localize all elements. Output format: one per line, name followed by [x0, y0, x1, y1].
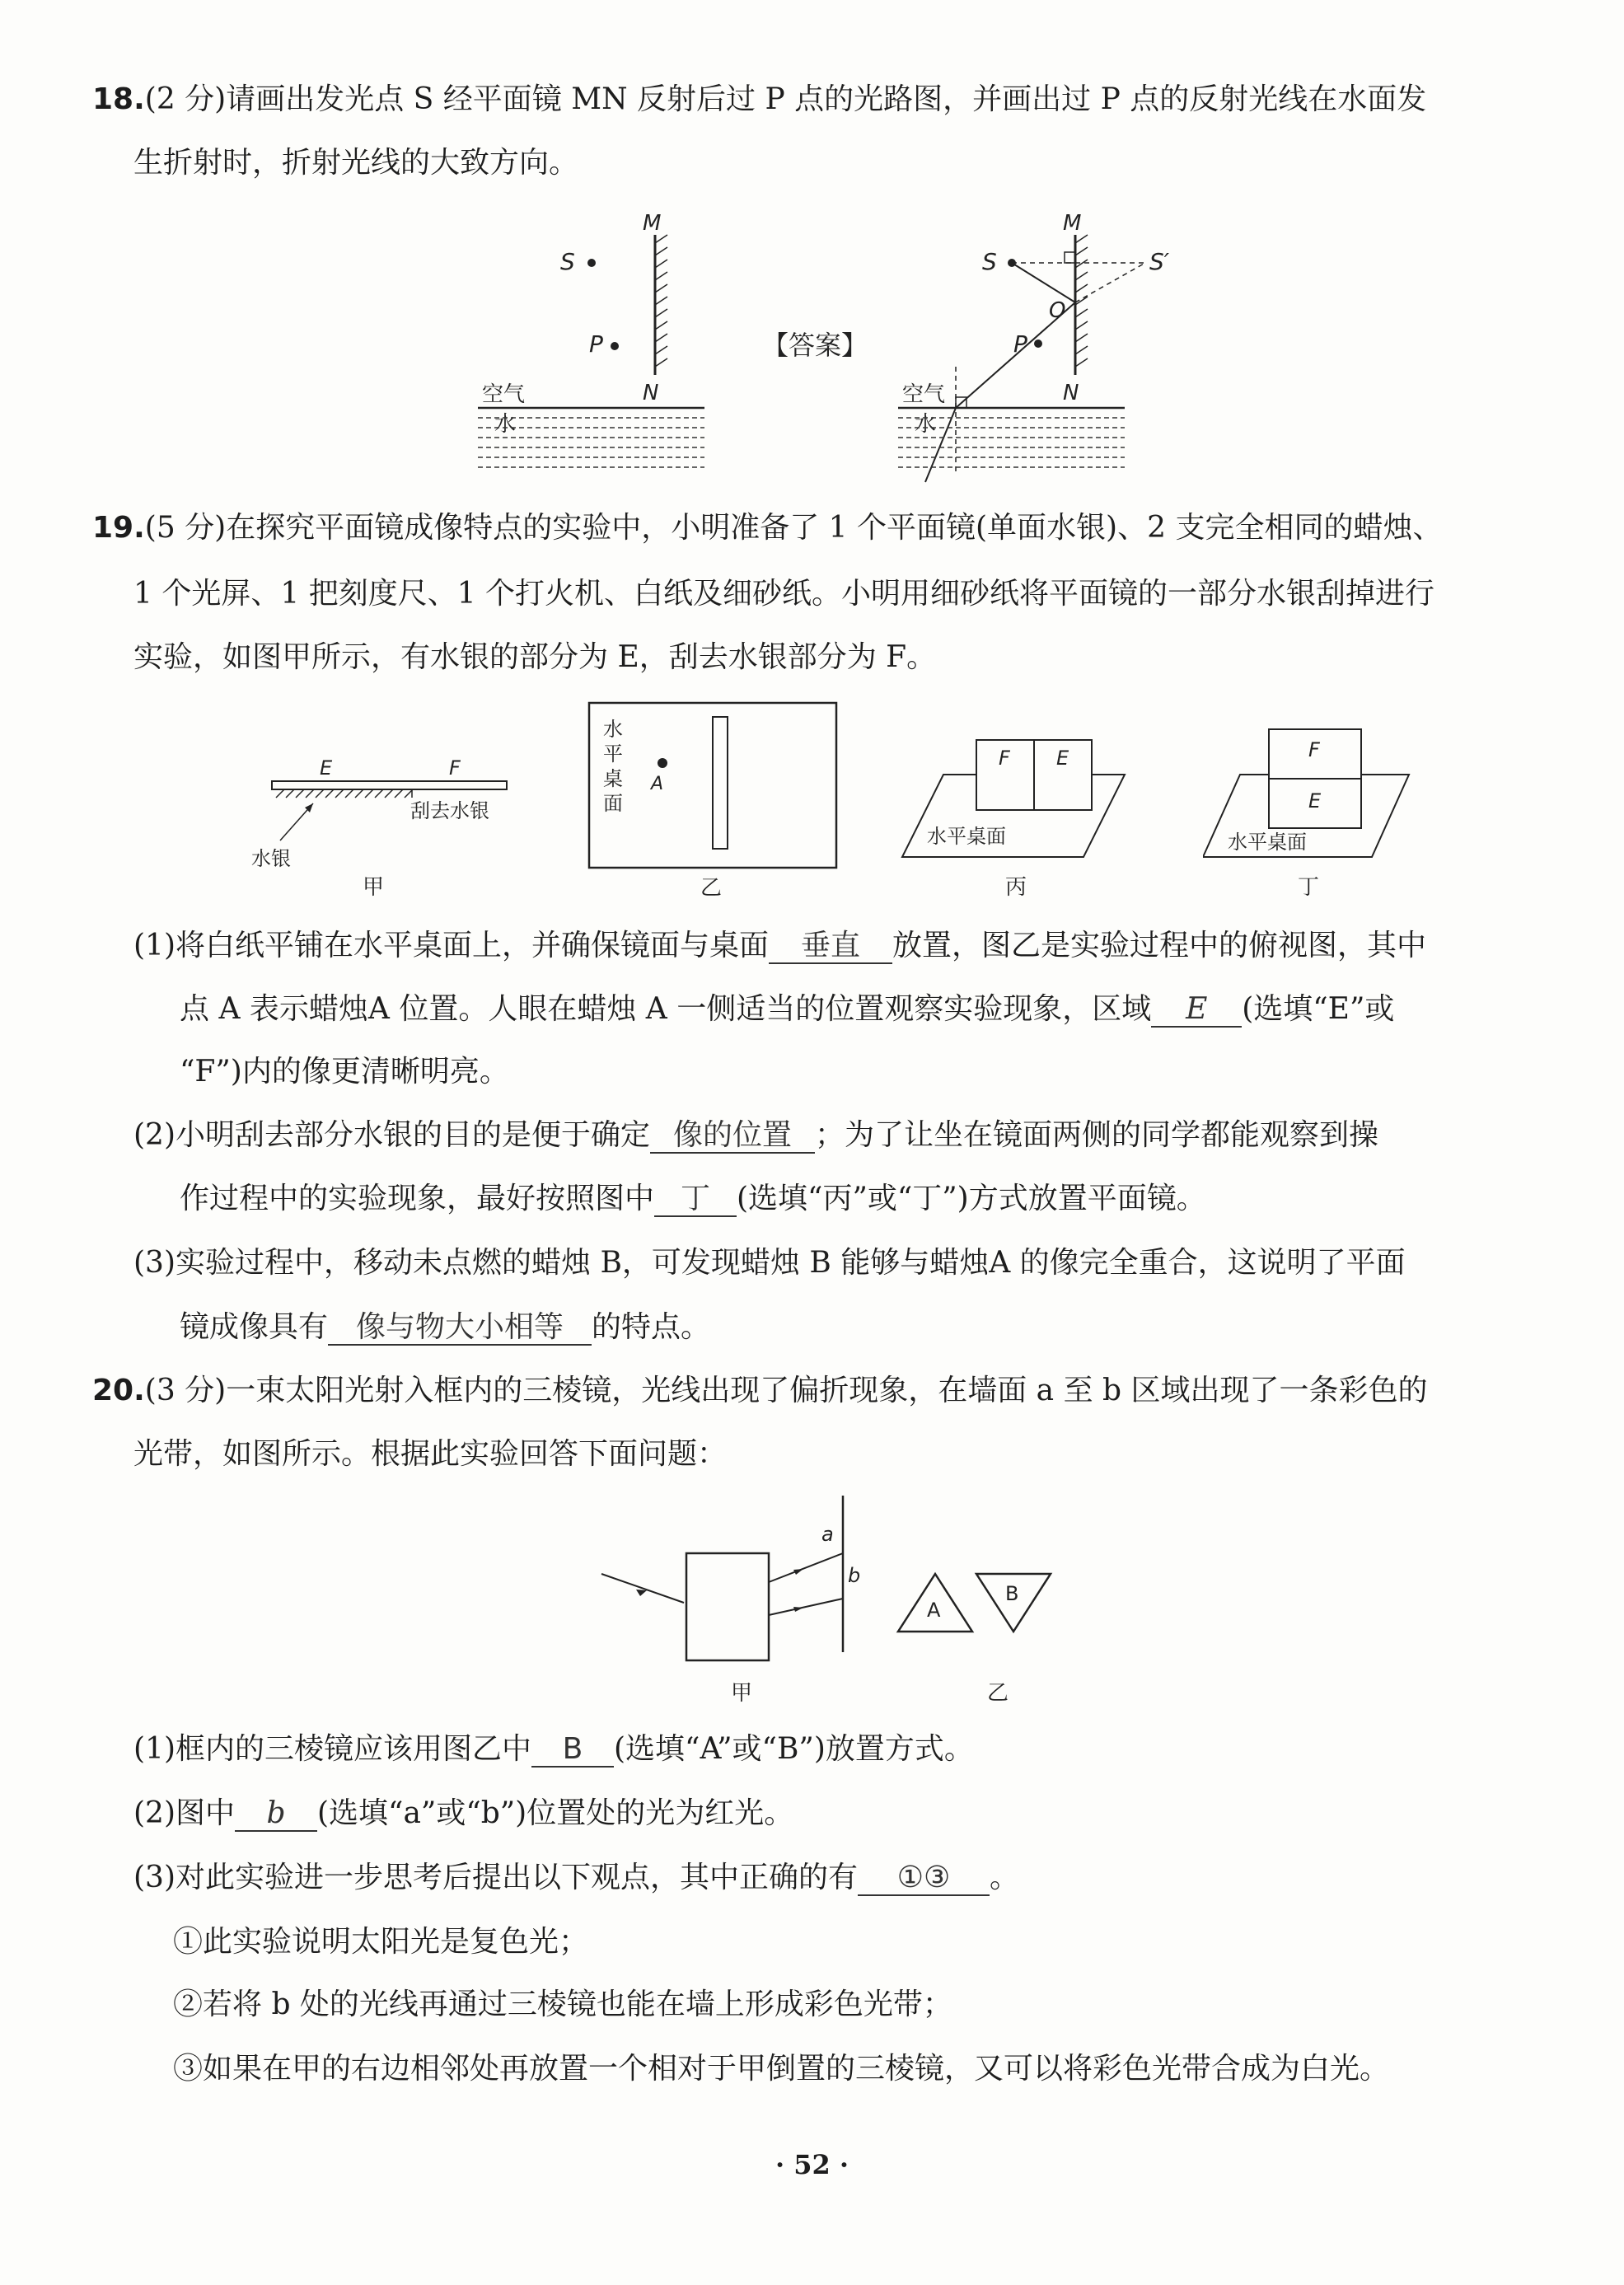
- jia-label-f: F: [449, 756, 461, 780]
- label-a: a: [821, 1523, 834, 1546]
- q19-blank-region: E: [1151, 993, 1242, 1028]
- ans-label-s-prime: S′: [1149, 248, 1170, 275]
- q20-blank-correct: ①③: [858, 1861, 990, 1896]
- ans-point-p: [1034, 339, 1042, 348]
- q20-p1-line: [133, 1730, 1624, 1768]
- bing-desk-label: 水平桌面: [927, 825, 1006, 848]
- ans-label-water: 水: [915, 412, 937, 437]
- q20-option-1: ①此实验说明太阳光是复色光；: [173, 1925, 589, 1959]
- yi-caption: 乙: [700, 876, 723, 901]
- bing-caption: 丙: [1005, 875, 1027, 900]
- label-m: M: [643, 211, 662, 236]
- prism-box: [686, 1553, 769, 1660]
- page-number: · 52 ·: [775, 2149, 849, 2180]
- ding-caption: 丁: [1298, 875, 1320, 900]
- ans-label-n: N: [1063, 381, 1079, 405]
- jia-label-e: E: [320, 756, 333, 780]
- ding-label-e: E: [1308, 789, 1322, 812]
- q19-fig-jia: [247, 742, 519, 906]
- q19-p2-line1: [133, 1117, 1624, 1154]
- q20-p2-text-b: (选填“a”或“b”)位置处的光为红光。: [317, 1796, 794, 1830]
- q20-blank-prism: B: [531, 1733, 614, 1768]
- q20-text1: (3 分)一束太阳光射入框内的三棱镜，光线出现了偏折现象，在墙面 a 至 b 区域出现了一条彩色的: [144, 1374, 1428, 1407]
- ray-a: [769, 1553, 843, 1582]
- q19-text1: (5 分)在探究平面镜成像特点的实验中，小明准备了 1 个平面镜(单面水银)、2 支完全相同的蜡烛、: [144, 511, 1443, 545]
- ans-label-s: S: [982, 248, 997, 275]
- yi-point-a: [658, 758, 667, 768]
- yi-mirror: [713, 717, 728, 849]
- bing-label-e: E: [1056, 747, 1069, 770]
- q20-number: 20.: [92, 1374, 145, 1407]
- q19-p1-text-b: 放置，图乙是实验过程中的俯视图，其中: [892, 929, 1427, 962]
- bing-label-f: F: [999, 747, 1010, 770]
- q20-line1: [92, 1372, 1624, 1410]
- ray-b: [769, 1599, 843, 1615]
- q19-p2-line2: [180, 1180, 1624, 1218]
- q19-p2-text-d: (选填“丙”或“丁”)方式放置平面镜。: [737, 1182, 1206, 1215]
- q18-line2: 生折射时，折射光线的大致方向。: [133, 146, 579, 180]
- q20-line2: 光带，如图所示。根据此实验回答下面问题：: [133, 1437, 728, 1471]
- jia-mercury-hatch: [276, 789, 413, 798]
- q19-fig-ding: [1203, 725, 1417, 906]
- q19-p2-text-b: ；为了让坐在镜面两侧的同学都能观察到操: [815, 1118, 1379, 1152]
- q18-number: 18.: [92, 82, 145, 116]
- q19-number: 19.: [92, 511, 145, 545]
- q20-blank-red: b: [235, 1797, 317, 1832]
- q20-caption-yi: 乙: [987, 1681, 1009, 1706]
- label-air: 空气: [482, 382, 526, 407]
- q19-p1-text-c: 点 A 表示蜡烛A 位置。人眼在蜡烛 A 一侧适当的位置观察实验现象，区域: [180, 992, 1152, 1026]
- q19-p3-text-b: 镜成像具有: [180, 1310, 329, 1344]
- q19-p3-line2: [180, 1309, 1624, 1346]
- q20-figure: [597, 1491, 1059, 1714]
- q19-p1-text-a: (1)将白纸平铺在水平桌面上，并确保镜面与桌面: [133, 929, 769, 962]
- mirror-hatch: [655, 235, 667, 367]
- q19-blank-image-position: 像的位置: [650, 1119, 815, 1154]
- prism-a-label: A: [927, 1599, 941, 1622]
- q19-p3-line1: (3)实验过程中，移动未点燃的蜡烛 B，可发现蜡烛 B 能够与蜡烛A 的像完全重合，这说明了平面: [133, 1246, 1406, 1280]
- jia-mirror: [272, 781, 507, 789]
- q19-p1-line2: [180, 990, 1624, 1028]
- ding-desk-label: 水平桌面: [1228, 831, 1307, 854]
- q20-p3-text-a: (3)对此实验进一步思考后提出以下观点，其中正确的有: [133, 1861, 858, 1894]
- yi-label-a: A: [651, 774, 664, 794]
- label-p: P: [589, 330, 603, 358]
- q20-p2-line: [133, 1795, 1624, 1833]
- q20-caption-jia: 甲: [731, 1681, 753, 1706]
- q20-p3-line: [133, 1859, 1624, 1897]
- ans-label-p: P: [1013, 330, 1027, 358]
- label-water: 水: [494, 412, 517, 437]
- yi-desk-1: 水: [603, 718, 623, 741]
- yi-desk-2: 平: [603, 742, 623, 766]
- q19-line1: [92, 509, 1624, 547]
- q19-line3: 实验，如图甲所示，有水银的部分为 E，刮去水银部分为 F。: [133, 640, 937, 674]
- ans-label-o: O: [1049, 298, 1066, 323]
- q20-p1-text-a: (1)框内的三棱镜应该用图乙中: [133, 1732, 531, 1766]
- q20-p3-text-b: 。: [990, 1861, 1020, 1894]
- q20-option-2: ②若将 b 处的光线再通过三棱镜也能在墙上形成彩色光带；: [173, 1988, 952, 2021]
- q19-p1-text-d: (选填“E”或: [1242, 992, 1395, 1026]
- point-p: [611, 342, 619, 350]
- ding-label-f: F: [1308, 738, 1320, 761]
- q19-p2-text-c: 作过程中的实验现象，最好按照图中: [180, 1182, 655, 1215]
- ans-right-angle: [1065, 252, 1075, 263]
- jia-caption: 甲: [363, 875, 385, 900]
- q19-line2: 1 个光屏、1 把刻度尺、1 个打火机、白纸及细砂纸。小明用细砂纸将平面镜的一部分水银刮掉进行: [133, 577, 1435, 611]
- yi-desk-3: 桌: [603, 767, 623, 790]
- prism-b-label: B: [1005, 1582, 1019, 1605]
- q19-blank-feature: 像与物大小相等: [328, 1311, 592, 1346]
- q19-fig-yi: [585, 699, 840, 905]
- q19-p2-text-a: (2)小明刮去部分水银的目的是便于确定: [133, 1118, 650, 1152]
- jia-label-scraped: 刮去水银: [410, 799, 489, 822]
- q20-option-3: ③如果在甲的右边相邻处再放置一个相对于甲倒置的三棱镜，又可以将彩色光带合成为白光。: [173, 2052, 1390, 2086]
- q18-figure: [470, 210, 1211, 490]
- q19-p3-text-c: 的特点。: [592, 1310, 711, 1344]
- q19-p1-line1: [133, 927, 1624, 965]
- point-s: [587, 259, 596, 267]
- q19-blank-arrangement: 丁: [654, 1182, 737, 1217]
- ans-incident-ray: [1012, 263, 1075, 302]
- q19-p1-line3: “F”)内的像更清晰明亮。: [180, 1055, 509, 1089]
- jia-label-mercury: 水银: [251, 847, 291, 870]
- label-b: b: [848, 1564, 861, 1587]
- ans-virtual-ray: [1075, 263, 1145, 302]
- q19-fig-bing: [898, 725, 1137, 906]
- q20-p1-text-b: (选填“A”或“B”)放置方式。: [614, 1732, 974, 1766]
- q18-line1: [92, 81, 1624, 119]
- label-n: N: [643, 381, 659, 405]
- q20-p2-text-a: (2)图中: [133, 1796, 235, 1830]
- q18-text1: (2 分)请画出发光点 S 经平面镜 MN 反射后过 P 点的光路图，并画出过 P 点的反射光线在水面发: [144, 82, 1427, 116]
- label-s: S: [560, 248, 575, 275]
- ans-label-air: 空气: [902, 382, 946, 407]
- yi-desk-4: 面: [603, 792, 623, 815]
- answer-tag: 【答案】: [762, 330, 868, 361]
- q19-blank-perpendicular: 垂直: [769, 929, 892, 964]
- ans-label-m: M: [1063, 211, 1082, 236]
- sunlight-ray: [601, 1574, 684, 1603]
